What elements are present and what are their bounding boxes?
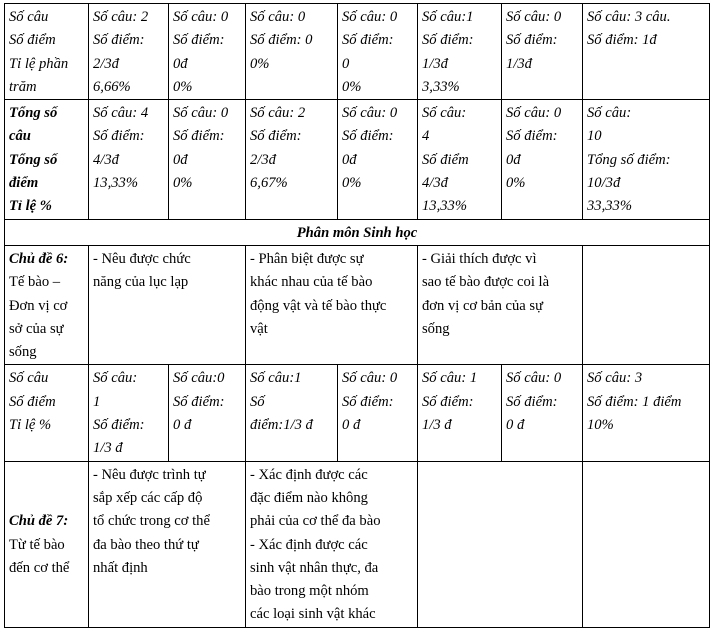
section-title: Phân môn Sinh học [5,219,710,245]
topic7-total [583,461,710,627]
stats-cell-total: Số câu: 3 câu. Số điểm: 1đ [583,4,710,100]
topic6-understand: - Phân biệt được sự khác nhau của tế bào động vật và tế bào thực vật [246,245,418,364]
stats-cell-recognize-tn: Số câu: 2 Số điểm: 2/3đ 6,66% [89,4,169,100]
topic7-apply [418,461,583,627]
total-cell-understand-tl: Số câu: 0 Số điểm: 0đ 0% [338,100,418,219]
total-cell-recognize-tn: Số câu: 4 Số điểm: 4/3đ 13,33% [89,100,169,219]
topic6-stats-understand-tl: Số câu: 0 Số điểm: 0 đ [338,365,418,461]
assessment-matrix-table [4,3,710,628]
stats-cell-apply-tl: Số câu: 0 Số điểm: 1/3đ [502,4,583,100]
topic6-label: Chủ đề 6: Tế bào – Đơn vị cơ sở của sự sống [5,245,89,364]
topic7-label: Chủ đề 7: Từ tế bào đến cơ thể [5,461,89,627]
total-cell-apply-tn: Số câu: 4 Số điểm 4/3đ 13,33% [418,100,502,219]
total-row [5,100,710,219]
total-cell-apply-tl: Số câu: 0 Số điểm: 0đ 0% [502,100,583,219]
topic7-recognize: - Nêu được trình tự sắp xếp các cấp độ tổ chức trong cơ thể đa bào theo thứ tự nhất định [89,461,246,627]
total-cell-total: Số câu: 10 Tổng số điểm: 10/3đ 33,33% [583,100,710,219]
topic6-stats-recognize-tl: Số câu:0 Số điểm: 0 đ [169,365,246,461]
topic6-row [5,245,710,364]
stats-cell-recognize-tl: Số câu: 0 Số điểm: 0đ 0% [169,4,246,100]
topic6-stats-total: Số câu: 3 Số điểm: 1 điểm 10% [583,365,710,461]
topic6-stats-recognize-tn: Số câu: 1 Số điểm: 1/3 đ [89,365,169,461]
total-cell-recognize-tl: Số câu: 0 Số điểm: 0đ 0% [169,100,246,219]
stats-row-label: Số câu Số điểm Tỉ lệ phần trăm [5,4,89,100]
section-row [5,219,710,245]
topic6-apply: - Giải thích được vì sao tế bào được coi là đơn vị cơ bản của sự sống [418,245,583,364]
stats-cell-understand-tl: Số câu: 0 Số điểm: 0 0% [338,4,418,100]
topic6-stats-understand-tn: Số câu:1 Số điểm:1/3 đ [246,365,338,461]
topic6-stats-row [5,365,710,461]
stats-cell-apply-tn: Số câu:1 Số điểm: 1/3đ 3,33% [418,4,502,100]
topic6-total [583,245,710,364]
topic6-recognize: - Nêu được chức năng của lục lạp [89,245,246,364]
topic6-stats-label: Số câu Số điểm Tỉ lệ % [5,365,89,461]
total-cell-understand-tn: Số câu: 2 Số điểm: 2/3đ 6,67% [246,100,338,219]
topic7-row [5,461,710,627]
topic6-stats-apply-tn: Số câu: 1 Số điểm: 1/3 đ [418,365,502,461]
stats-row [5,4,710,100]
stats-cell-understand-tn: Số câu: 0 Số điểm: 0 0% [246,4,338,100]
total-row-label: Tổng số câu Tổng số điểm Tỉ lệ % [5,100,89,219]
topic6-stats-apply-tl: Số câu: 0 Số điểm: 0 đ [502,365,583,461]
topic7-understand: - Xác định được các đặc điểm nào không phải của cơ thể đa bào - Xác định được các sinh vật nhân thực, đa bào trong một nhóm các loại sinh vật khác [246,461,418,627]
